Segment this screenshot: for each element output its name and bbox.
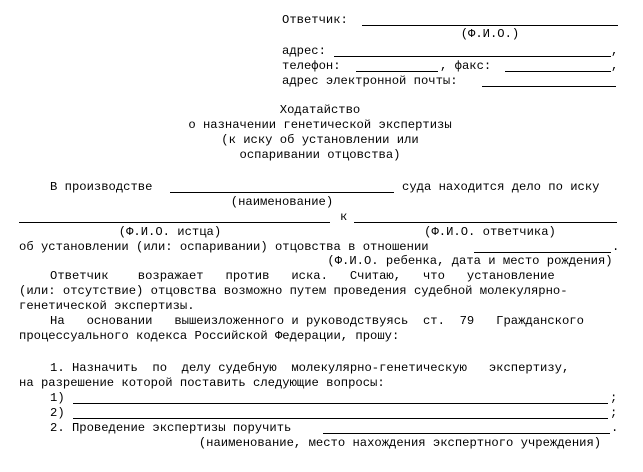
phone-field[interactable] <box>356 71 438 72</box>
item2-label: 2. Проведение экспертизы поручить <box>50 421 292 435</box>
question1-field[interactable] <box>73 403 608 404</box>
doc-title: Ходатайство <box>279 103 361 117</box>
p3-line1: На основании вышеизложенного и руководствуясь ст. 79 Гражданского <box>50 314 584 328</box>
respondent-hint: (Ф.И.О.) <box>460 27 520 41</box>
p3-line2: процессуального кодекса Российской Федерации, прошу: <box>19 329 400 343</box>
doc-title-line4: оспаривании отцовства) <box>239 148 401 162</box>
respondent-name-field[interactable] <box>362 25 618 26</box>
question1-end: ; <box>610 391 618 405</box>
question2-field[interactable] <box>73 418 608 419</box>
p2-line3: генетической экспертизы. <box>19 299 195 313</box>
p1-mid: суда находится дело по иску <box>402 180 600 194</box>
expert-institution-field[interactable] <box>323 433 610 434</box>
question2-end: ; <box>610 406 618 420</box>
defendant-hint: (Ф.И.О. ответчика) <box>424 225 556 239</box>
p2-line1: Ответчик возражает против иска. Считаю, что установление <box>50 269 555 283</box>
item1-line1: 1. Назначить по делу судебную молекулярно-генетическую экспертизу, <box>50 361 570 375</box>
doc-title-line2: о назначении генетической экспертизы <box>188 118 452 132</box>
p2-line2: (или: отсутствие) отцовства возможно путем проведения судебной молекулярно- <box>19 284 568 298</box>
phone-label: телефон: <box>282 59 341 73</box>
respondent-label: Ответчик: <box>282 13 348 27</box>
plaintiff-field[interactable] <box>19 222 330 223</box>
fax-label: , факс: <box>440 59 492 73</box>
p1-cont: об установлении (или: оспаривании) отцовства в отношении <box>19 240 429 254</box>
fax-end: , <box>611 59 619 73</box>
doc-title-line3: (к иску об установлении или <box>221 133 419 147</box>
plaintiff-hint: (Ф.И.О. истца) <box>118 225 222 239</box>
item1-line2: на разрешение которой поставить следующие вопросы: <box>19 376 385 390</box>
fax-field[interactable] <box>505 71 611 72</box>
question1-label: 1) <box>50 391 65 405</box>
address-label: адрес: <box>282 44 326 58</box>
p1-start: В производстве <box>50 180 153 194</box>
address-field[interactable] <box>334 56 611 57</box>
court-name-field[interactable] <box>170 192 394 193</box>
child-hint: (Ф.И.О. ребенка, дата и место рождения) <box>327 254 613 268</box>
expert-hint: (наименование, место нахождения экспертного учреждения) <box>198 436 602 450</box>
defendant-field[interactable] <box>354 222 617 223</box>
email-label: адрес электронной почты: <box>282 74 458 88</box>
vs-label: к <box>340 210 348 224</box>
address-end: , <box>611 44 619 58</box>
item2-end: . <box>611 421 619 435</box>
p1-end: . <box>612 240 620 254</box>
question2-label: 2) <box>50 406 65 420</box>
email-field[interactable] <box>482 86 616 87</box>
child-field[interactable] <box>474 252 611 253</box>
court-hint: (наименование) <box>230 195 334 209</box>
